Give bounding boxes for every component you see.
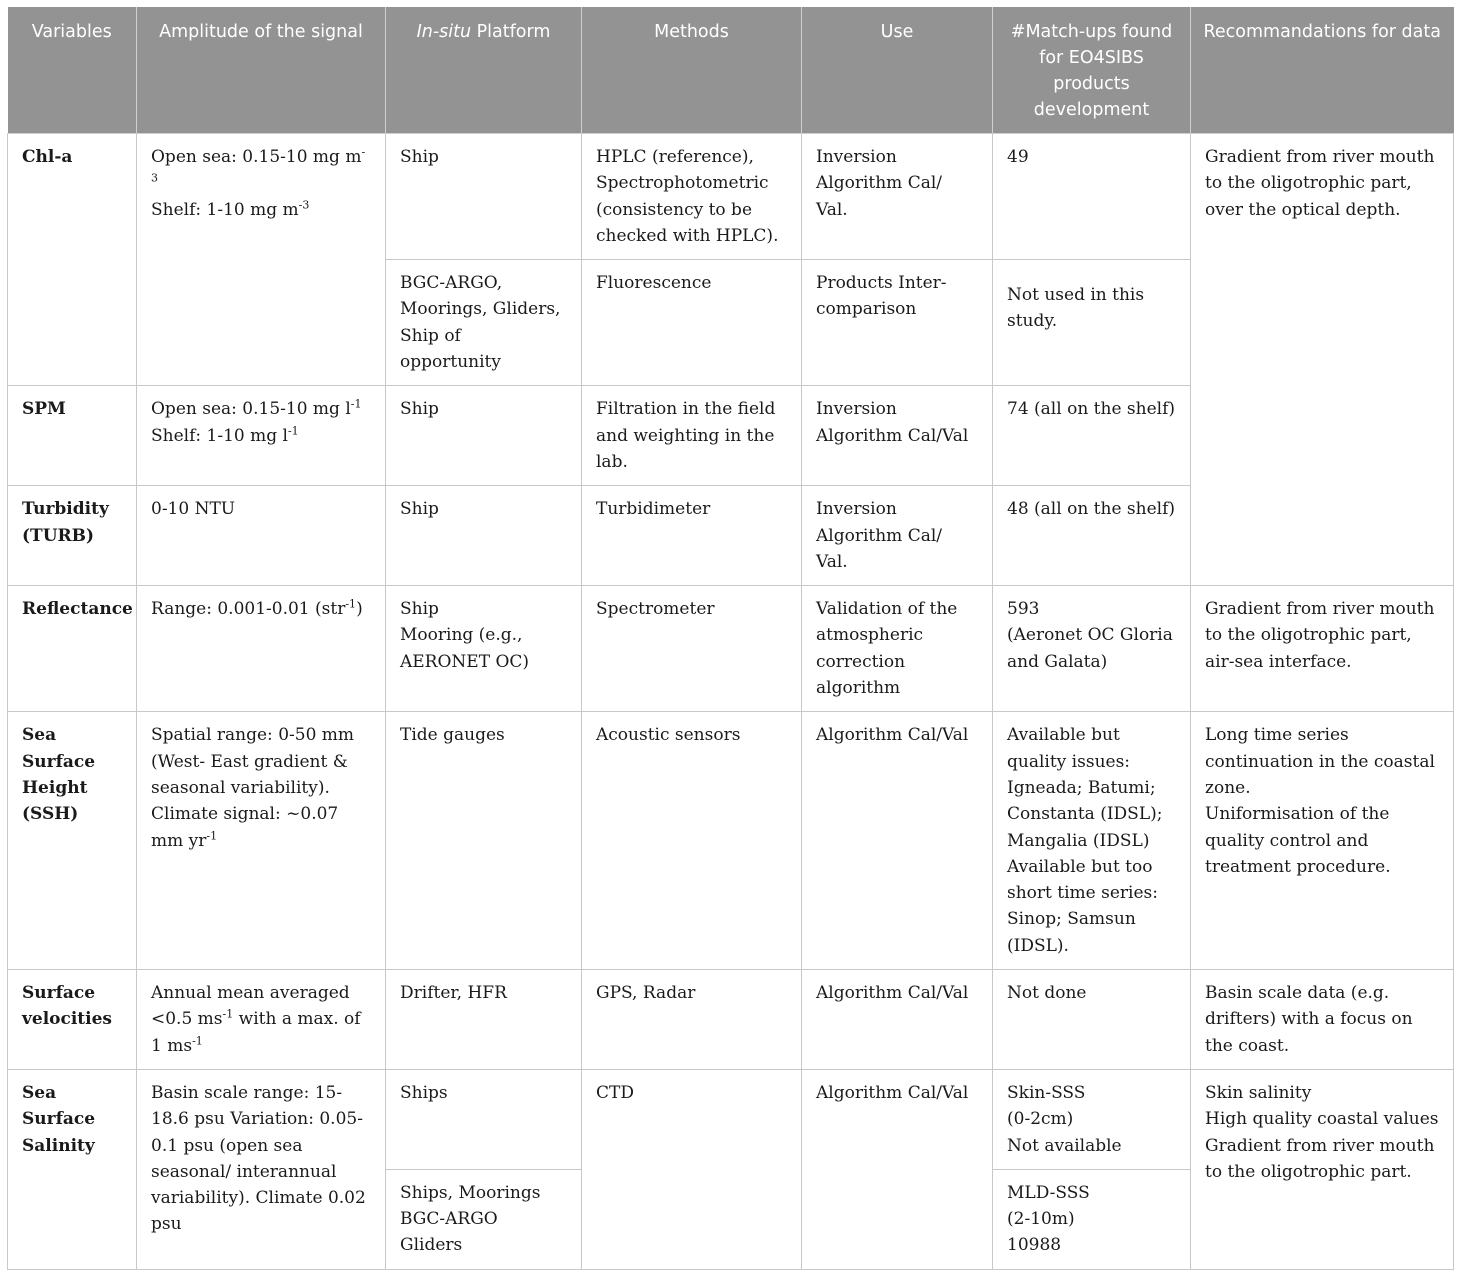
table-row bbox=[8, 586, 1454, 712]
matchups-cell: MLD-SSS (2-10m) 10988 bbox=[993, 1169, 1191, 1269]
variable-cell: Sea Surface Salinity bbox=[8, 1069, 137, 1269]
use-cell: Inversion Algorithm Cal/ Val. bbox=[802, 134, 993, 260]
recommendation-cell: Long time series continuation in the coastal zone. Uniformisation of the quality control and treatment procedure. bbox=[1191, 712, 1454, 970]
amplitude-cell: Open sea: 0.15-10 mg $m^{-3}$ Shelf: 1-10 mg $m^{-3}$ bbox=[137, 134, 386, 386]
platform-cell: Drifter, HFR bbox=[386, 970, 582, 1070]
matchups-cell: 593 (Aeronet OC Gloria and Galata) bbox=[993, 586, 1191, 712]
platform-cell: BGC-ARGO, Moorings, Gliders, Ship of opportunity bbox=[386, 260, 582, 386]
variable-cell: Surface velocities bbox=[8, 970, 137, 1070]
header-row bbox=[8, 7, 1454, 134]
methods-cell: GPS, Radar bbox=[582, 970, 802, 1070]
matchups-cell: Skin-SSS (0-2cm) Not available bbox=[993, 1069, 1191, 1169]
methods-cell: CTD bbox=[582, 1069, 802, 1269]
platform-cell: Tide gauges bbox=[386, 712, 582, 970]
amplitude-cell: Annual mean averaged <0.5 $ms^{-1}$ with a max. of 1 $ms^{-1}$ bbox=[137, 970, 386, 1070]
use-cell: Algorithm Cal/Val bbox=[802, 712, 993, 970]
methods-cell: Fluorescence bbox=[582, 260, 802, 386]
header-platform bbox=[386, 7, 582, 134]
amplitude-cell: Spatial range: 0-50 mm (West- East gradient & seasonal variability). Climate signal: ~0.07 mm $yr^{-1}$ bbox=[137, 712, 386, 970]
recommendation-cell: Skin salinity High quality coastal values Gradient from river mouth to the oligotrophic part. bbox=[1191, 1069, 1454, 1269]
use-cell: Algorithm Cal/Val bbox=[802, 970, 993, 1070]
matchups-cell: Available but quality issues: Igneada; Batumi; Constanta (IDSL); Mangalia (IDSL) Available but too short time series: Sinop; Samsun (IDSL). bbox=[993, 712, 1191, 970]
header-variables: Variables bbox=[8, 7, 137, 134]
methods-cell: Spectrometer bbox=[582, 586, 802, 712]
methods-cell: Turbidimeter bbox=[582, 486, 802, 586]
methods-cell: Filtration in the field and weighting in the lab. bbox=[582, 386, 802, 486]
table-row bbox=[8, 970, 1454, 1070]
matchups-cell: Not used in this study. bbox=[993, 260, 1191, 386]
matchups-cell: 48 (all on the shelf) bbox=[993, 486, 1191, 586]
header-amplitude: Amplitude of the signal bbox=[137, 7, 386, 134]
recommendation-cell: Gradient from river mouth to the oligotrophic part, air-sea interface. bbox=[1191, 586, 1454, 712]
header-platform-italic: In-situ bbox=[416, 22, 472, 42]
platform-cell: Ships, Moorings BGC-ARGO Gliders bbox=[386, 1169, 582, 1269]
methods-cell: HPLC (reference), Spectrophotometric (consistency to be checked with HPLC). bbox=[582, 134, 802, 260]
header-matchups: #Match-ups found for EO4SIBS products development bbox=[993, 7, 1191, 134]
use-cell: Algorithm Cal/Val bbox=[802, 1069, 993, 1269]
use-cell: Inversion Algorithm Cal/Val bbox=[802, 386, 993, 486]
header-methods: Methods bbox=[582, 7, 802, 134]
header-use: Use bbox=[802, 7, 993, 134]
amplitude-cell: 0-10 NTU bbox=[137, 486, 386, 586]
variable-cell: Sea Surface Height (SSH) bbox=[8, 712, 137, 970]
platform-cell: Ships bbox=[386, 1069, 582, 1169]
platform-cell: Ship Mooring (e.g., AERONET OC) bbox=[386, 586, 582, 712]
variable-cell: SPM bbox=[8, 386, 137, 486]
data-table bbox=[7, 7, 1454, 1270]
table-row bbox=[8, 712, 1454, 970]
variable-cell: Reflectance bbox=[8, 586, 137, 712]
use-cell: Inversion Algorithm Cal/ Val. bbox=[802, 486, 993, 586]
matchups-cell: Not done bbox=[993, 970, 1191, 1070]
matchups-cell: 74 (all on the shelf) bbox=[993, 386, 1191, 486]
header-recommendations: Recommandations for data bbox=[1191, 7, 1454, 134]
use-cell: Products Inter-comparison bbox=[802, 260, 993, 386]
header-platform-rest: Platform bbox=[471, 22, 551, 42]
amplitude-cell: Range: 0.001-0.01 (str$^{-1}$) bbox=[137, 586, 386, 712]
amplitude-cell: Basin scale range: 15-18.6 psu Variation: 0.05-0.1 psu (open sea seasonal/ interannual variability). Climate 0.02 psu bbox=[137, 1069, 386, 1269]
matchups-cell: 49 bbox=[993, 134, 1191, 260]
recommendation-cell: Basin scale data (e.g. drifters) with a focus on the coast. bbox=[1191, 970, 1454, 1070]
use-cell: Validation of the atmospheric correction algorithm bbox=[802, 586, 993, 712]
recommendation-cell: Gradient from river mouth to the oligotrophic part, over the optical depth. bbox=[1191, 134, 1454, 586]
platform-cell: Ship bbox=[386, 386, 582, 486]
table-row bbox=[8, 1069, 1454, 1169]
methods-cell: Acoustic sensors bbox=[582, 712, 802, 970]
variable-cell: Turbidity (TURB) bbox=[8, 486, 137, 586]
amplitude-cell: Open sea: 0.15-10 mg $l^{-1}$ Shelf: 1-10 mg $l^{-1}$ bbox=[137, 386, 386, 486]
table-row bbox=[8, 134, 1454, 260]
platform-cell: Ship bbox=[386, 134, 582, 260]
platform-cell: Ship bbox=[386, 486, 582, 586]
variable-cell: Chl-a bbox=[8, 134, 137, 386]
